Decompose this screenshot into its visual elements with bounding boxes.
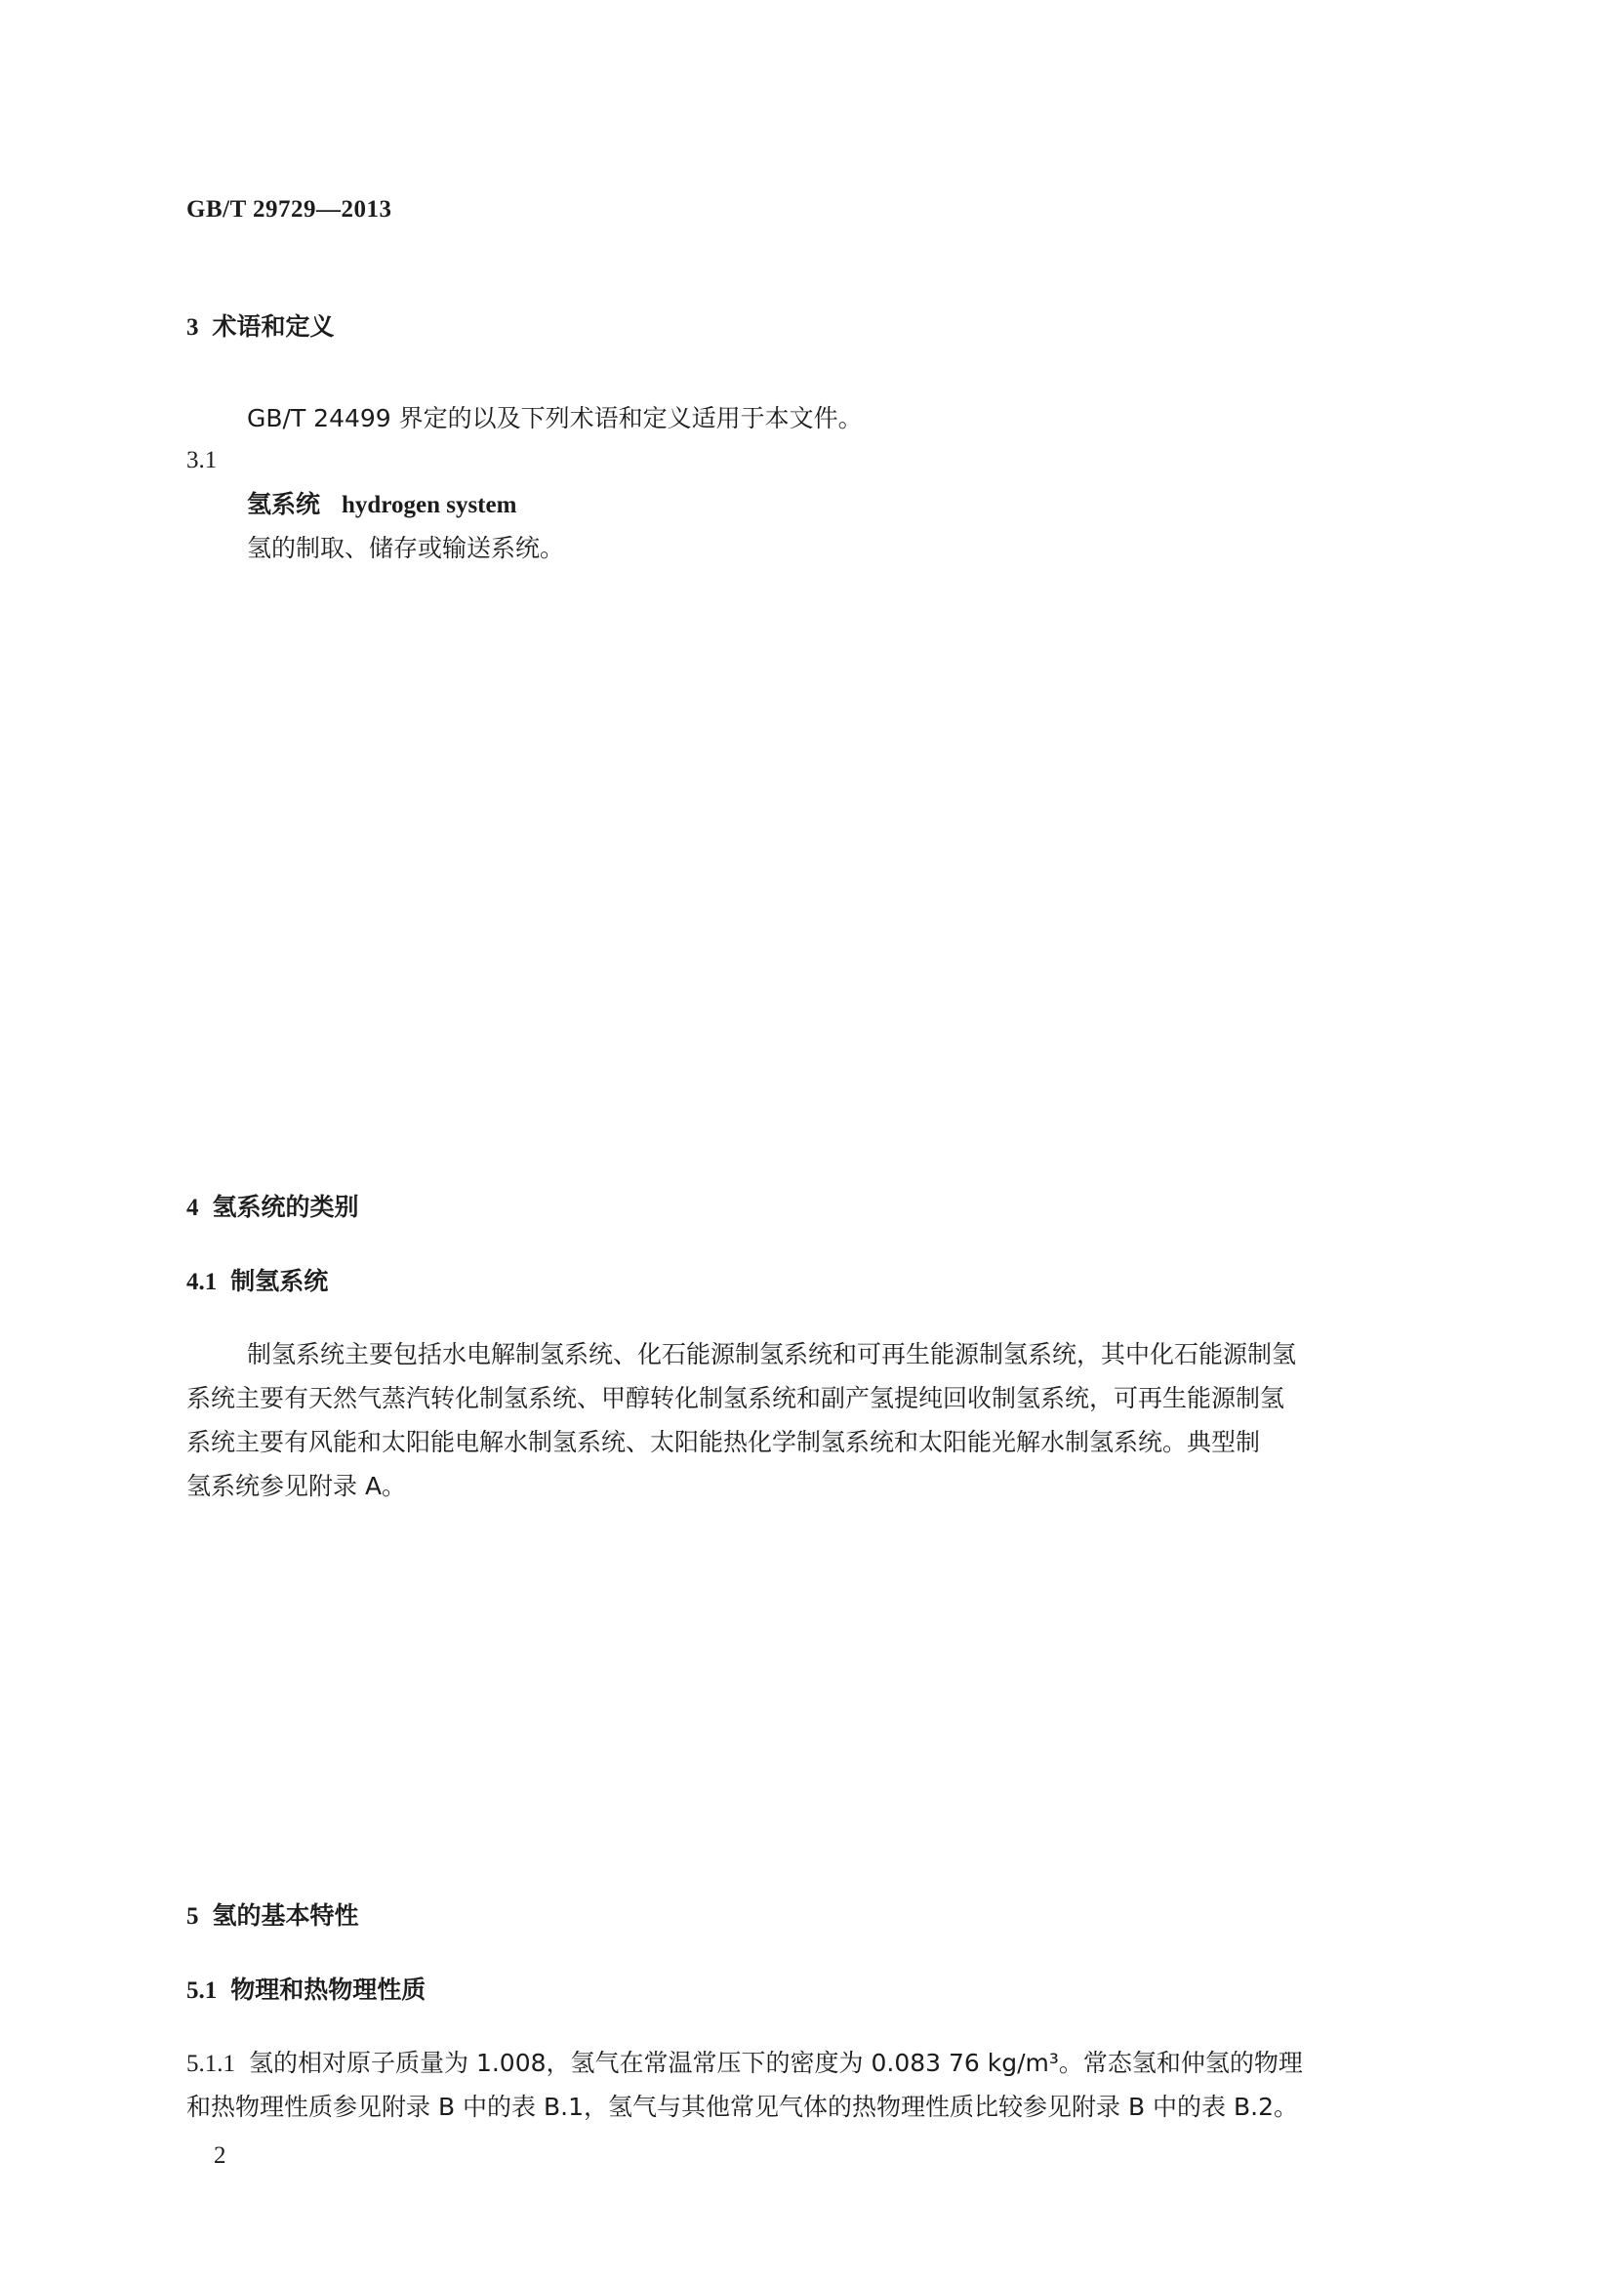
page-number: 2 — [214, 2142, 226, 2169]
term-title — [247, 488, 516, 522]
section-number: 3 — [186, 314, 199, 341]
subsection-number: 5.1 — [186, 1977, 218, 2004]
paragraph-line: 制氢系统主要包括水电解制氢系统、化石能源制氢系统和可再生能源制氢系统，其中化石能源制氢 — [247, 1340, 1297, 1368]
clause-5-1-1-line2: 和热物理性质参见附录 B 中的表 B.1，氢气与其他常见气体的热物理性质比较参见附录 B 中的表 B.2。 — [186, 2093, 1298, 2121]
section-title: 氢的基本特性 — [212, 1901, 359, 1930]
term-en: hydrogen system — [342, 492, 517, 518]
section-number: 5 — [186, 1903, 199, 1930]
section-3-heading — [186, 310, 335, 345]
term-number: 3.1 — [186, 447, 218, 473]
section-title: 氢系统的类别 — [212, 1193, 359, 1221]
subsection-title: 物理和热物理性质 — [230, 1976, 426, 2004]
subsection-title: 制氢系统 — [230, 1267, 329, 1295]
subsection-5-1-heading — [186, 1974, 426, 2008]
clause-number: 5.1.1 — [186, 2051, 235, 2077]
clause-5-1-1-line1 — [186, 2047, 1303, 2081]
subsection-4-1-heading — [186, 1265, 328, 1299]
subsection-number: 4.1 — [186, 1269, 218, 1295]
section-5-heading — [186, 1899, 359, 1934]
section-title: 术语和定义 — [212, 312, 335, 341]
paragraph-line: 系统主要有风能和太阳能电解水制氢系统、太阳能热化学制氢系统和太阳能光解水制氢系统。典型制 — [186, 1428, 1261, 1456]
paragraph-line: 氢系统参见附录 A。 — [186, 1472, 407, 1500]
section-3-intro: GB/T 24499 界定的以及下列术语和定义适用于本文件。 — [247, 404, 863, 432]
section-number: 4 — [186, 1195, 199, 1221]
term-zh: 氢系统 — [247, 490, 321, 518]
section-4-heading — [186, 1191, 359, 1225]
standard-code: GB/T 29729—2013 — [186, 196, 392, 223]
paragraph-line: 系统主要有天然气蒸汽转化制氢系统、甲醇转化制氢系统和副产氢提纯回收制氢系统，可再生能源制氢 — [186, 1384, 1285, 1412]
clause-text: 氢的相对原子质量为 1.008，氢气在常温常压下的密度为 0.083 76 kg/m³。常态氢和仲氢的物理 — [249, 2049, 1303, 2077]
term-definition: 氢的制取、储存或输送系统。 — [247, 534, 565, 562]
